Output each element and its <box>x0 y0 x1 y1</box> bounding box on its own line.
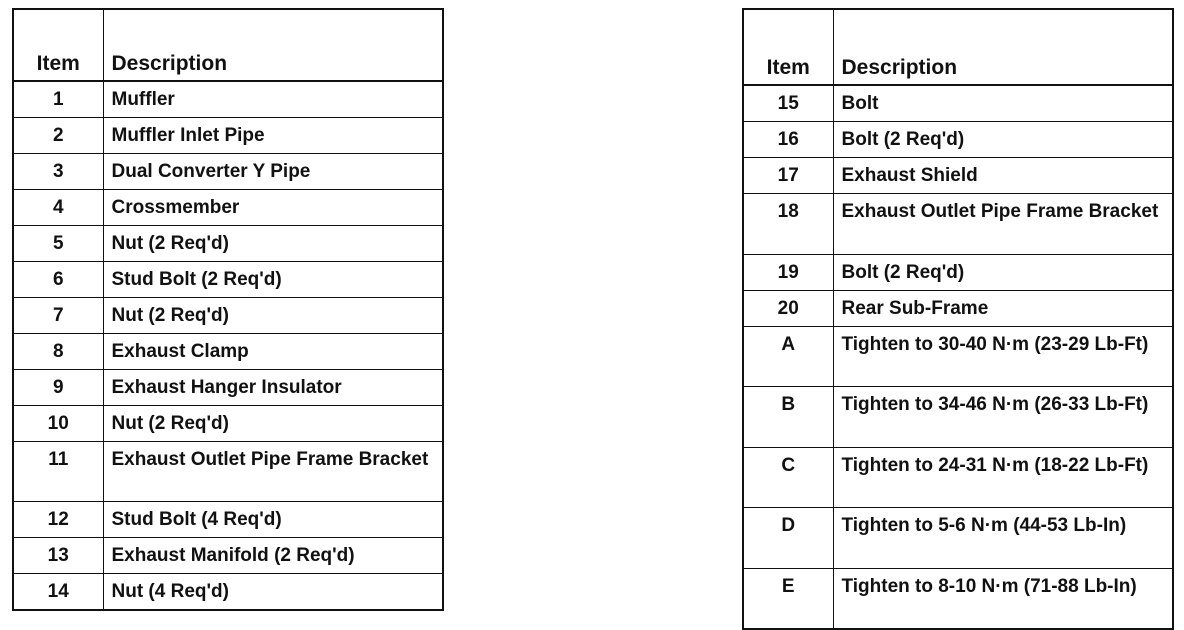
table-row <box>743 194 1173 255</box>
table-row <box>743 122 1173 158</box>
table-row <box>13 262 443 298</box>
description-cell: Bolt <box>833 85 1173 122</box>
table-row <box>13 190 443 226</box>
table-row <box>13 226 443 262</box>
item-number-cell: 6 <box>13 262 103 298</box>
description-cell: Exhaust Outlet Pipe Frame Bracket <box>103 442 443 502</box>
item-number-cell: 1 <box>13 81 103 118</box>
table-row <box>13 406 443 442</box>
item-number-cell: A <box>743 326 833 387</box>
table-row <box>743 387 1173 448</box>
item-number-cell: D <box>743 508 833 569</box>
description-cell: Muffler <box>103 81 443 118</box>
table-header-row <box>13 9 443 81</box>
description-cell: Bolt (2 Req'd) <box>833 122 1173 158</box>
description-cell: Dual Converter Y Pipe <box>103 154 443 190</box>
item-number-cell: 20 <box>743 290 833 326</box>
item-number-cell: 16 <box>743 122 833 158</box>
item-number-cell: 15 <box>743 85 833 122</box>
parts-table-left <box>12 8 444 611</box>
table-row <box>743 254 1173 290</box>
item-number-cell: 2 <box>13 118 103 154</box>
item-number-cell: 10 <box>13 406 103 442</box>
item-number-cell: 13 <box>13 538 103 574</box>
item-column-header: Item <box>743 9 833 85</box>
description-cell: Crossmember <box>103 190 443 226</box>
description-cell: Rear Sub-Frame <box>833 290 1173 326</box>
table-row <box>743 568 1173 629</box>
item-number-cell: B <box>743 387 833 448</box>
item-number-cell: 4 <box>13 190 103 226</box>
item-number-cell: 3 <box>13 154 103 190</box>
table-row <box>13 81 443 118</box>
item-number-cell: E <box>743 568 833 629</box>
item-number-cell: C <box>743 447 833 508</box>
description-cell: Bolt (2 Req'd) <box>833 254 1173 290</box>
description-cell: Tighten to 30-40 N·m (23-29 Lb-Ft) <box>833 326 1173 387</box>
description-cell: Muffler Inlet Pipe <box>103 118 443 154</box>
description-column-header: Description <box>833 9 1173 85</box>
description-cell: Stud Bolt (4 Req'd) <box>103 502 443 538</box>
table-row <box>13 370 443 406</box>
item-number-cell: 9 <box>13 370 103 406</box>
description-cell: Tighten to 24-31 N·m (18-22 Lb-Ft) <box>833 447 1173 508</box>
table-row <box>743 85 1173 122</box>
description-column-header: Description <box>103 9 443 81</box>
table-row <box>743 326 1173 387</box>
table-row <box>13 502 443 538</box>
table-row <box>13 538 443 574</box>
description-cell: Nut (2 Req'd) <box>103 226 443 262</box>
table-row <box>13 574 443 611</box>
table-header-row <box>743 9 1173 85</box>
item-number-cell: 12 <box>13 502 103 538</box>
table-row <box>743 508 1173 569</box>
table-row <box>13 442 443 502</box>
description-cell: Nut (4 Req'd) <box>103 574 443 611</box>
item-number-cell: 17 <box>743 158 833 194</box>
parts-table-right <box>742 8 1174 630</box>
description-cell: Stud Bolt (2 Req'd) <box>103 262 443 298</box>
item-number-cell: 19 <box>743 254 833 290</box>
description-cell: Exhaust Clamp <box>103 334 443 370</box>
description-cell: Tighten to 8-10 N·m (71-88 Lb-In) <box>833 568 1173 629</box>
description-cell: Exhaust Shield <box>833 158 1173 194</box>
table-row <box>13 334 443 370</box>
description-cell: Exhaust Hanger Insulator <box>103 370 443 406</box>
description-cell: Nut (2 Req'd) <box>103 298 443 334</box>
description-cell: Tighten to 34-46 N·m (26-33 Lb-Ft) <box>833 387 1173 448</box>
item-number-cell: 8 <box>13 334 103 370</box>
item-number-cell: 11 <box>13 442 103 502</box>
table-row <box>743 447 1173 508</box>
item-column-header: Item <box>13 9 103 81</box>
item-number-cell: 18 <box>743 194 833 255</box>
item-number-cell: 14 <box>13 574 103 611</box>
table-row <box>13 118 443 154</box>
description-cell: Exhaust Manifold (2 Req'd) <box>103 538 443 574</box>
table-row <box>743 290 1173 326</box>
table-row <box>743 158 1173 194</box>
table-row <box>13 154 443 190</box>
description-cell: Exhaust Outlet Pipe Frame Bracket <box>833 194 1173 255</box>
table-row <box>13 298 443 334</box>
description-cell: Nut (2 Req'd) <box>103 406 443 442</box>
item-number-cell: 7 <box>13 298 103 334</box>
item-number-cell: 5 <box>13 226 103 262</box>
description-cell: Tighten to 5-6 N·m (44-53 Lb-In) <box>833 508 1173 569</box>
